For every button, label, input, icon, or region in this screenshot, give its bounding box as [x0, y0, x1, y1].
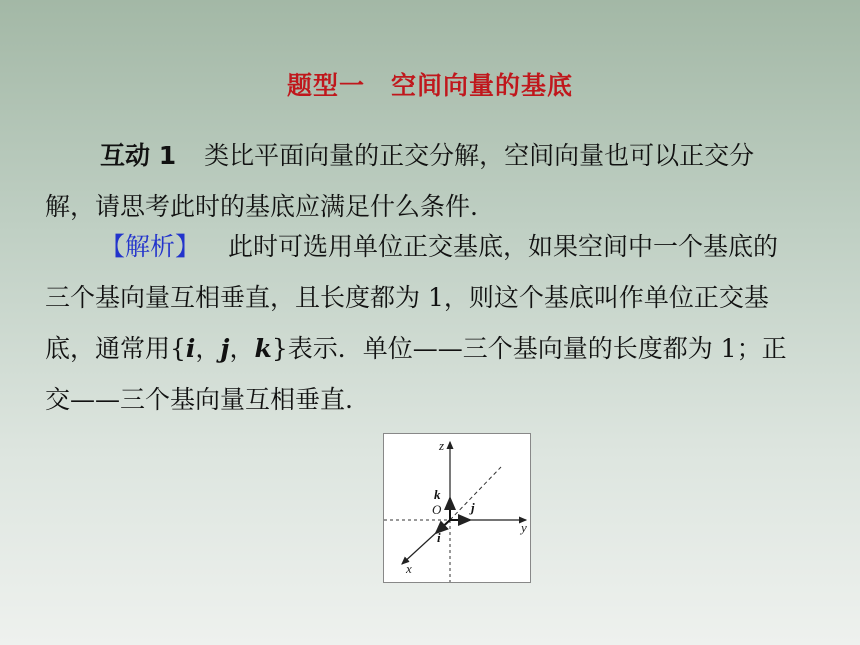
- title-part1: 题型一: [286, 71, 365, 100]
- origin-label: O: [432, 502, 442, 517]
- x-axis-negative: [450, 467, 501, 520]
- para1-line1: [100, 139, 860, 173]
- j-label: j: [471, 500, 475, 515]
- title-part2: 空间向量的基底: [391, 71, 574, 100]
- analysis-tag: 【解析】: [100, 232, 201, 261]
- para2-line3: [45, 332, 820, 366]
- para2-text1: 此时可选用单位正交基底，如果空间中一个基底的: [228, 232, 779, 261]
- para1-line2: 解，请思考此时的基底应满足什么条件.: [45, 192, 478, 221]
- x-label: x: [406, 561, 412, 576]
- i-label: i: [437, 530, 441, 545]
- para2-text3a: 底，通常用{: [45, 334, 186, 363]
- k-label: k: [434, 487, 441, 502]
- section-title: [0, 66, 860, 102]
- coordinate-figure: [383, 433, 531, 583]
- z-label: z: [439, 438, 445, 453]
- y-label: y: [521, 520, 527, 535]
- axes-diagram: [384, 434, 530, 582]
- para2-text3b: }表示．单位——三个基向量的长度都为 1；正: [271, 334, 787, 363]
- para2-line1: [100, 230, 860, 264]
- comma-1: ，: [195, 334, 221, 363]
- interaction-label: 互动 1: [100, 141, 177, 170]
- comma-2: ，: [229, 334, 255, 363]
- para1-text1: 类比平面向量的正交分解，空间向量也可以正交分: [204, 141, 755, 170]
- para2-line4: 交——三个基向量互相垂直.: [45, 385, 353, 414]
- basis-k: k: [254, 334, 272, 363]
- basis-j: j: [220, 334, 230, 363]
- para2-line2: 三个基向量互相垂直，且长度都为 1，则这个基底叫作单位正交基: [45, 283, 769, 312]
- basis-i: i: [185, 334, 196, 363]
